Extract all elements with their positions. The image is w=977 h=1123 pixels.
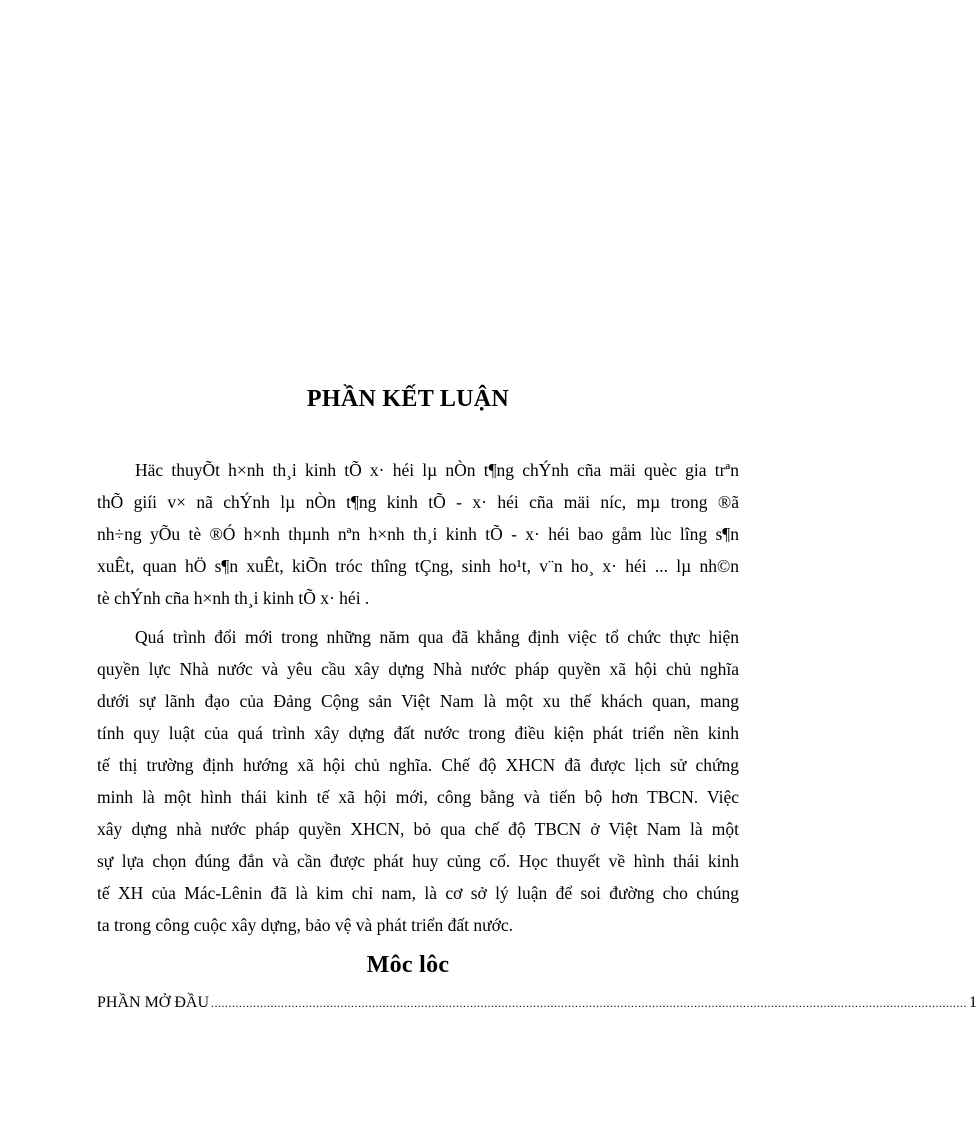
paragraph-line: quyền lực Nhà nước và yêu cầu xây dựng Nhà nước pháp quyền xã hội chủ nghĩa bbox=[97, 659, 739, 679]
conclusion-paragraph-1 bbox=[97, 454, 739, 614]
section-title: PHẦN KẾT LUẬN bbox=[306, 386, 510, 412]
paragraph-line: minh là một hình thái kinh tế xã hội mới, công bằng và tiến bộ hơn TBCN. Việc bbox=[97, 787, 739, 807]
paragraph-line: xây dựng nhà nước pháp quyền XHCN, bỏ qua chế độ TBCN ở Việt Nam là một bbox=[97, 819, 739, 839]
toc-entry-label: PHẦN MỞ ĐẦU bbox=[97, 994, 210, 1011]
paragraph-line: sự lựa chọn đúng đắn và cần được phát huy củng cố. Học thuyết về hình thái kinh bbox=[97, 851, 739, 871]
toc-title: Môc lôc bbox=[366, 952, 450, 978]
paragraph-line: tế thị trường định hướng xã hội chủ nghĩa. Chế độ XHCN đã được lịch sử chứng bbox=[97, 755, 739, 775]
paragraph-line: tè chÝnh cña h×nh th¸i kinh tÕ x· héi . bbox=[97, 588, 370, 608]
conclusion-paragraph-2 bbox=[97, 621, 739, 941]
toc-leader-dots: ........................................................................................................................................................................................................................ bbox=[211, 996, 968, 1010]
paragraph-line: xuÊt, quan hÖ s¶n xuÊt, kiÕn tróc thîng tÇng, sinh ho¹t, v¨n ho¸ x· héi ... lµ nh©n bbox=[97, 556, 739, 576]
paragraph-line: Quá trình đổi mới trong những năm qua đã khẳng định việc tổ chức thực hiện bbox=[135, 627, 739, 647]
toc-entry[interactable] bbox=[97, 994, 977, 1012]
toc-entry-page-number: 1 bbox=[969, 994, 977, 1011]
paragraph-line: tế XH của Mác-Lênin đã là kim chỉ nam, là cơ sở lý luận để soi đường cho chúng bbox=[97, 883, 739, 903]
paragraph-line: Häc thuyÕt h×nh th¸i kinh tÕ x· héi lµ nÒn t¶ng chÝnh cña mäi quèc gia trªn bbox=[135, 460, 739, 480]
paragraph-line: nh÷ng yÕu tè ®Ó h×nh thµnh nªn h×nh th¸i kinh tÕ - x· héi bao gåm lùc lîng s¶n bbox=[97, 524, 739, 544]
paragraph-line: thÕ giíi v× nã chÝnh lµ nÒn t¶ng kinh tÕ - x· héi cña mäi níc, mµ trong ®ã bbox=[97, 492, 739, 512]
paragraph-line: ta trong công cuộc xây dựng, bảo vệ và phát triển đất nước. bbox=[97, 915, 514, 935]
paragraph-line: dưới sự lãnh đạo của Đảng Cộng sản Việt Nam là một xu thế khách quan, mang bbox=[97, 691, 739, 711]
paragraph-line: tính quy luật của quá trình xây dựng đất nước trong điều kiện phát triển nền kinh bbox=[97, 723, 739, 743]
